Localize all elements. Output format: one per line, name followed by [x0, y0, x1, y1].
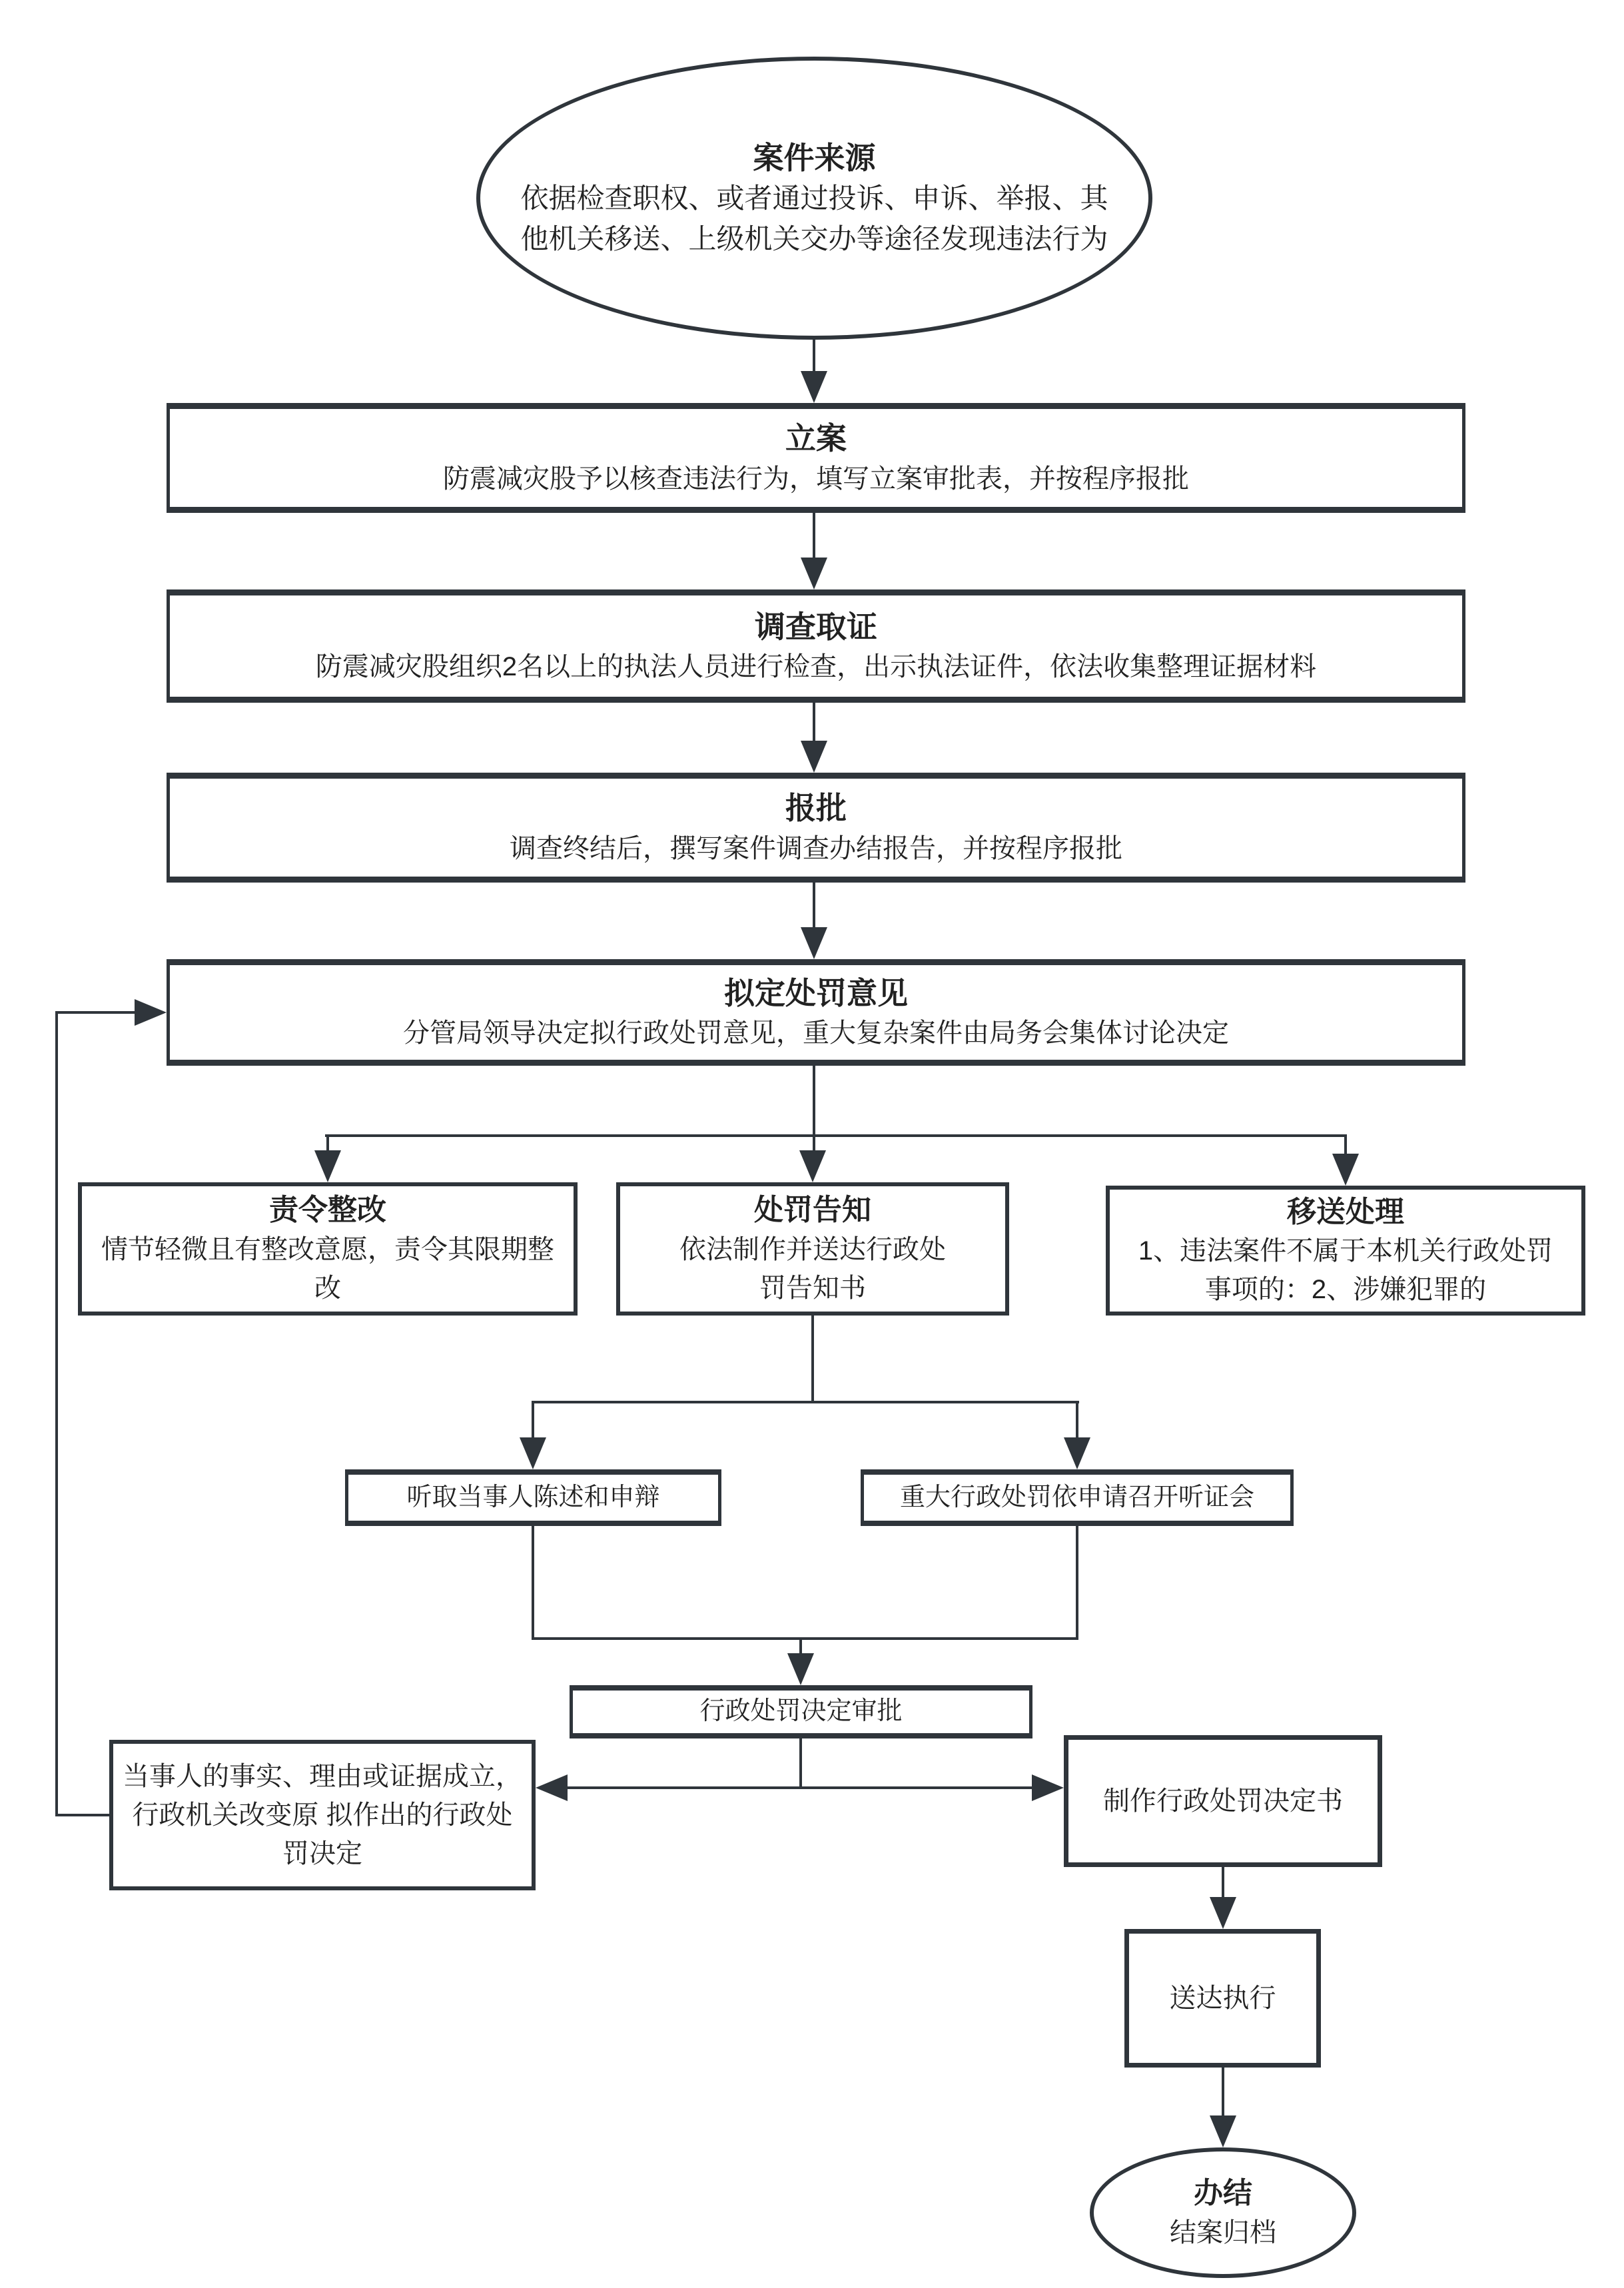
- node-label: 听取当事人陈述和申辩: [406, 1483, 660, 1511]
- node-draft-penalty-opinion: [167, 959, 1465, 1066]
- node-title: 案件来源: [753, 140, 876, 175]
- node-body: 依据检查职权、或者通过投诉、申诉、举报、其他机关移送、上级机关交办等途径发现违法行为: [520, 182, 1108, 254]
- node-label: 行政处罚决定审批: [699, 1697, 903, 1726]
- node-title: 调查取证: [755, 609, 877, 644]
- node-body: 分管局领导决定拟行政处罚意见，重大复杂案件由局务会集体讨论决定: [403, 1018, 1229, 1048]
- connector-approval-horizontal: [568, 1786, 1032, 1789]
- connector-approval-stem: [799, 1738, 802, 1789]
- arrow-down-icon: [801, 371, 827, 403]
- node-title: 办结: [1194, 2177, 1252, 2210]
- arrow-right-icon: [1032, 1774, 1064, 1801]
- connector-converge-horizontal: [532, 1637, 1078, 1640]
- connector-to-hear-statement: [532, 1402, 534, 1439]
- arrow-down-icon: [1210, 2115, 1236, 2147]
- node-label: 重大行政处罚依申请召开听证会: [899, 1483, 1254, 1511]
- connector-branch-horizontal: [325, 1134, 1347, 1137]
- node-label: 送达执行: [1169, 1984, 1276, 2013]
- connector-serve-to-close: [1222, 2068, 1224, 2117]
- node-label: 当事人的事实、理由或证据成立，行政机关改变原 拟作出的行政处罚决定: [123, 1762, 522, 1868]
- connector-decision-to-serve: [1222, 1867, 1224, 1898]
- node-title: 立案: [785, 421, 847, 456]
- arrow-down-icon: [801, 927, 827, 959]
- node-transfer-handling: [1106, 1186, 1585, 1316]
- arrow-down-icon: [801, 741, 827, 773]
- node-body: 防震减灾股予以核查违法行为，填写立案审批表，并按程序报批: [443, 464, 1189, 494]
- connector-feedback-vertical: [55, 1011, 58, 1816]
- node-body: 1、违法案件不属于本机关行政处罚事项的：2、涉嫌犯罪的: [1138, 1236, 1553, 1305]
- connector-major-hearing-down: [1076, 1526, 1078, 1640]
- node-case-closed: [1090, 2147, 1356, 2278]
- node-label: 制作行政处罚决定书: [1103, 1786, 1343, 1816]
- node-body: 情节轻微且有整改意愿，责令其限期整改: [101, 1234, 554, 1303]
- node-change-original-decision: [109, 1740, 536, 1890]
- connector-filing-to-investigation: [813, 513, 815, 560]
- arrow-down-icon: [1332, 1154, 1359, 1186]
- node-title: 拟定处罚意见: [724, 975, 908, 1010]
- connector-report-to-opinion: [813, 883, 815, 929]
- node-report-approval: [167, 773, 1465, 883]
- arrow-left-icon: [536, 1774, 568, 1801]
- arrow-down-icon: [1064, 1437, 1090, 1469]
- node-body: 防震减灾股组织2名以上的执法人员进行检查，出示执法证件，依法收集整理证据材料: [315, 652, 1317, 682]
- node-title: 移送处理: [1287, 1195, 1404, 1228]
- arrow-right-icon: [135, 999, 167, 1026]
- arrow-down-icon: [799, 1150, 826, 1182]
- connector-investigation-to-report: [813, 703, 815, 743]
- node-body: 调查终结后，撰写案件调查办结报告，并按程序报批: [510, 833, 1122, 863]
- arrow-down-icon: [787, 1653, 814, 1685]
- connector-hearing-horizontal: [532, 1401, 1079, 1403]
- connector-notice-stem: [811, 1316, 814, 1403]
- node-body: 依法制作并送达行政处罚告知书: [679, 1234, 946, 1303]
- node-penalty-notification: [616, 1182, 1009, 1316]
- arrow-down-icon: [520, 1437, 546, 1469]
- node-penalty-decision-approval: [570, 1685, 1032, 1738]
- connector-branch-right: [1344, 1136, 1347, 1156]
- arrow-down-icon: [1210, 1897, 1236, 1929]
- node-investigation: [167, 589, 1465, 703]
- node-hear-statement: [345, 1469, 721, 1526]
- node-major-penalty-hearing: [861, 1469, 1294, 1526]
- node-order-rectification: [78, 1182, 578, 1316]
- node-title: 处罚告知: [754, 1194, 871, 1227]
- arrow-down-icon: [314, 1150, 341, 1182]
- connector-to-major-hearing: [1076, 1402, 1078, 1439]
- connector-to-decision-approval: [799, 1639, 802, 1655]
- node-title: 责令整改: [269, 1194, 386, 1227]
- node-make-penalty-decision: [1064, 1735, 1382, 1867]
- node-filing: [167, 403, 1465, 513]
- node-serve-execute: [1124, 1929, 1321, 2068]
- connector-opinion-branch-stem: [813, 1066, 815, 1137]
- node-title: 报批: [785, 791, 847, 826]
- connector-source-to-filing: [813, 340, 815, 373]
- node-case-source: [476, 57, 1152, 340]
- connector-feedback-bottom: [55, 1814, 109, 1816]
- connector-hear-statement-down: [532, 1526, 534, 1640]
- node-body: 结案归档: [1170, 2217, 1276, 2247]
- arrow-down-icon: [801, 558, 827, 589]
- connector-feedback-top: [55, 1011, 135, 1014]
